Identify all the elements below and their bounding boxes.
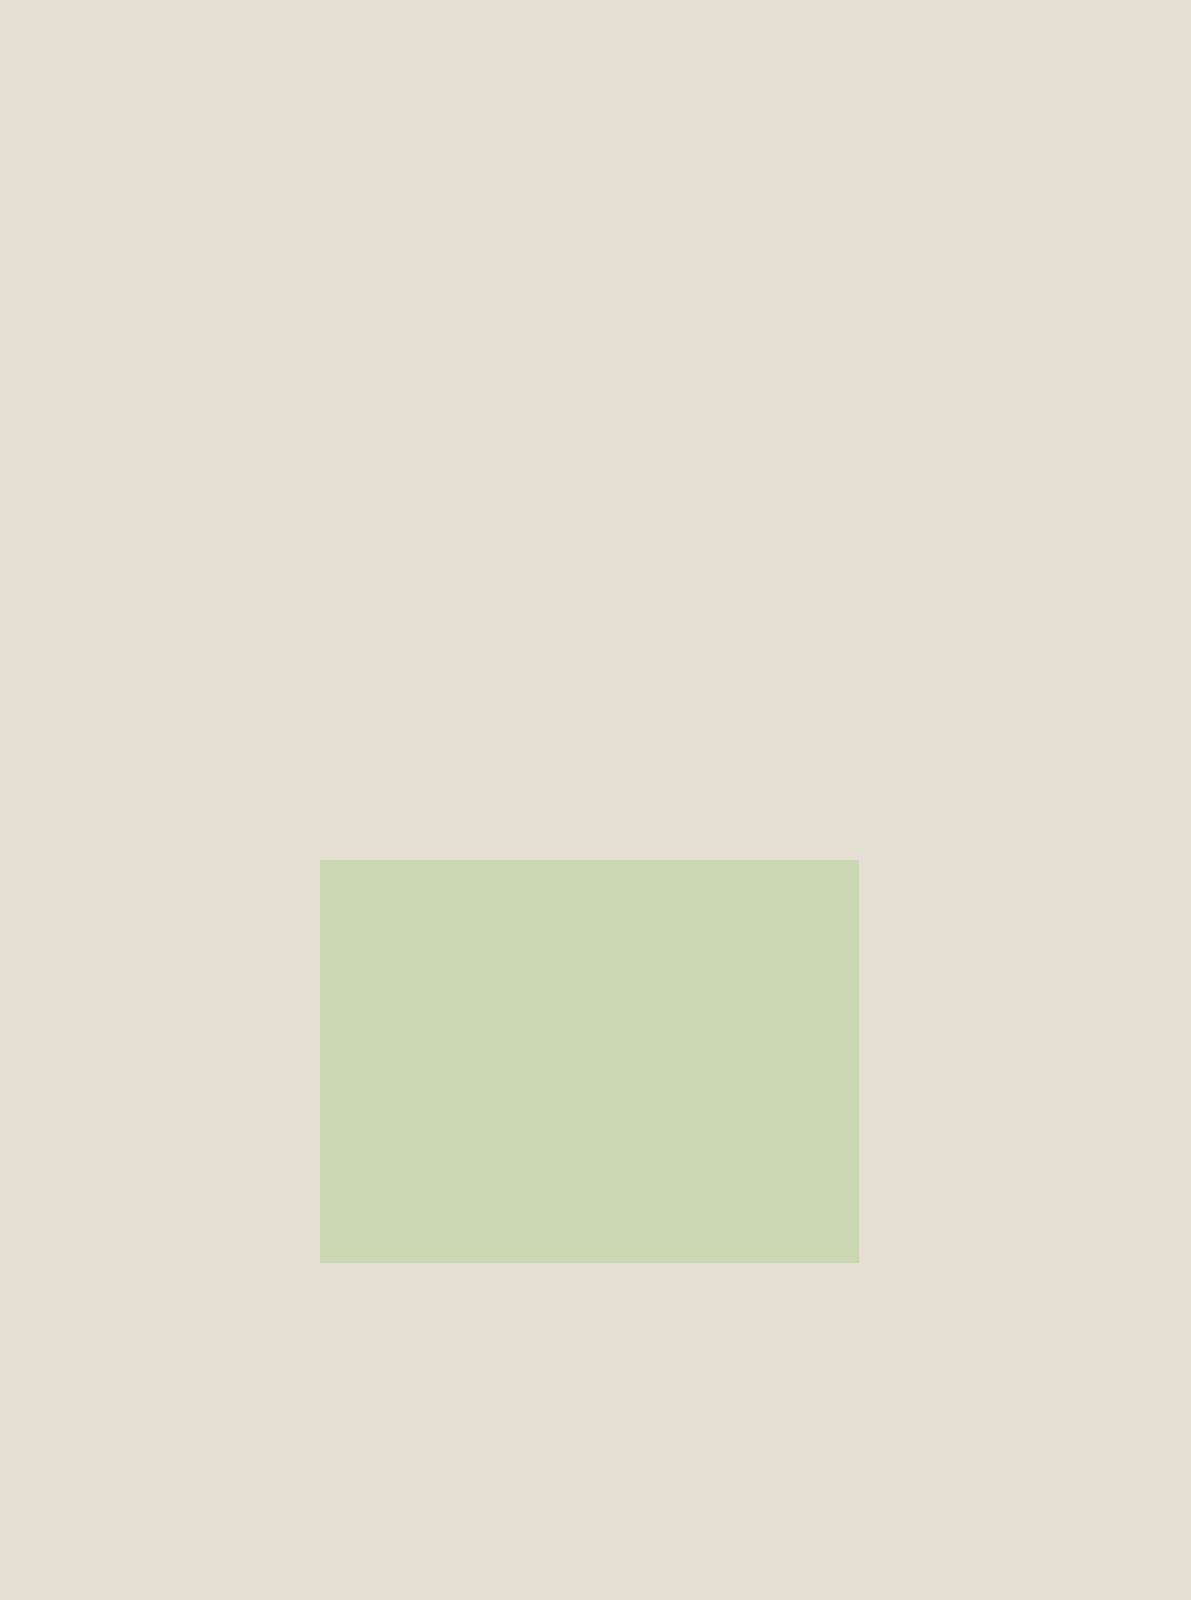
best-downloads-box <box>320 860 859 1263</box>
